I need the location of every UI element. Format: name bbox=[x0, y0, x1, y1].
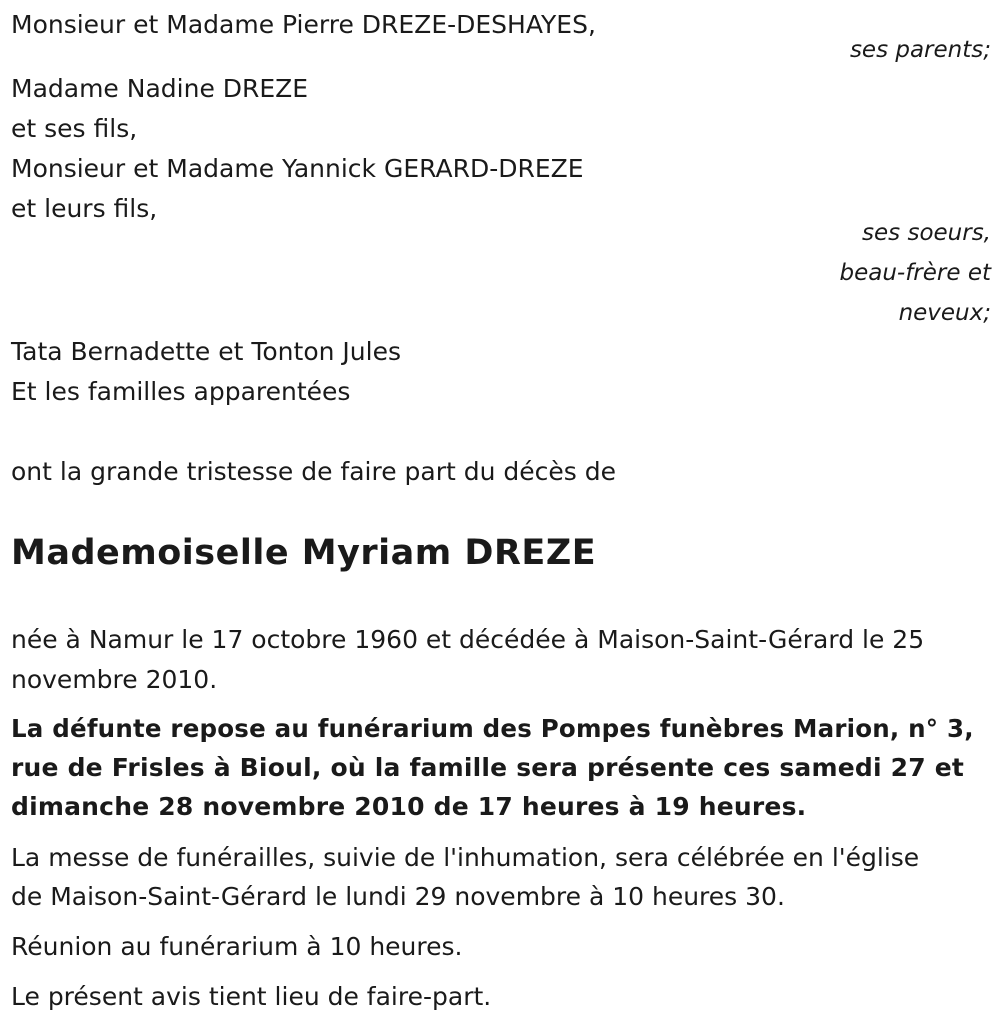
sisters-relation-line: ses soeurs, bbox=[862, 220, 991, 246]
notice-text: Le présent avis tient lieu de faire-part. bbox=[11, 982, 492, 1011]
viewing-line: La défunte repose au funérarium des Pompes funèbres Marion, n° 3, bbox=[11, 714, 974, 743]
funeral-line: La messe de funérailles, suivie de l'inhumation, sera célébrée en l'église bbox=[11, 843, 920, 872]
sister-line: et leurs fils, bbox=[11, 194, 158, 223]
parents-names: Monsieur et Madame Pierre DREZE-DESHAYES, bbox=[11, 10, 596, 39]
sister-line: et ses fils, bbox=[11, 114, 138, 143]
meeting-text: Réunion au funérarium à 10 heures. bbox=[11, 932, 463, 961]
funeral-line: de Maison-Saint-Gérard le lundi 29 novembre à 10 heures 30. bbox=[11, 882, 785, 911]
sisters-relation-line: neveux; bbox=[898, 300, 991, 326]
viewing-line: dimanche 28 novembre 2010 de 17 heures à 19 heures. bbox=[11, 792, 807, 821]
other-relatives-line: Et les familles apparentées bbox=[11, 377, 351, 406]
announcement-text: ont la grande tristesse de faire part du décès de bbox=[11, 457, 617, 486]
sisters-relation-line: beau-frère et bbox=[839, 260, 991, 286]
other-relatives-line: Tata Bernadette et Tonton Jules bbox=[11, 337, 401, 366]
obituary-notice bbox=[11, 0, 991, 1032]
sister-line: Madame Nadine DREZE bbox=[11, 74, 309, 103]
parents-relation: ses parents; bbox=[849, 37, 991, 63]
birth-death-line: née à Namur le 17 octobre 1960 et décédée à Maison-Saint-Gérard le 25 bbox=[11, 625, 925, 654]
sister-line: Monsieur et Madame Yannick GERARD-DREZE bbox=[11, 154, 584, 183]
birth-death-line: novembre 2010. bbox=[11, 665, 218, 694]
deceased-name: Mademoiselle Myriam DREZE bbox=[11, 533, 597, 573]
viewing-line: rue de Frisles à Bioul, où la famille sera présente ces samedi 27 et bbox=[11, 753, 965, 782]
